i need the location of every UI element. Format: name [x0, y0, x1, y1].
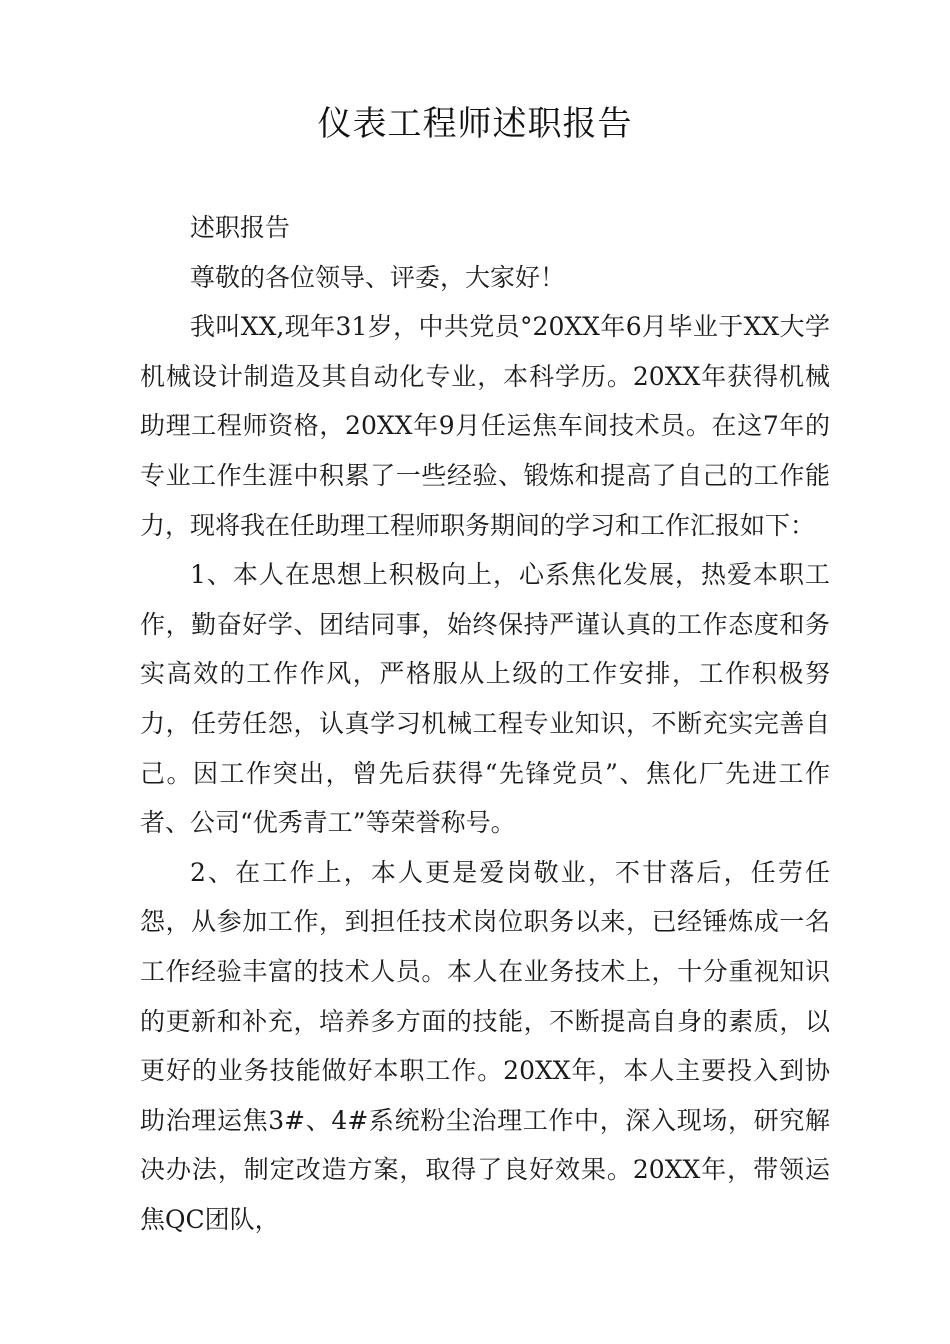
paragraph-introduction: 我叫XX,现年31岁，中共党员°20XX年6月毕业于XX大学机械设计制造及其自动化专业，本科学历。20XX年获得机械助理工程师资格，20XX年9月任运焦车间技术员。在这7年的专业工作生涯中积累了一些经验、锻炼和提高了自己的工作能力，现将我在任助理工程师职务期间的学习和工作汇报如下： [140, 312, 830, 540]
document-title: 仪表工程师述职报告 [317, 104, 633, 144]
paragraph-point-1: 1、本人在思想上积极向上，心系焦化发展，热爱本职工作，勤奋好学、团结同事，始终保持严谨认真的工作态度和务实高效的工作作风，严格服从上级的工作安排，工作积极努力，任劳任怨，认真学习机械工程专业知识，不断充实完善自己。因工作突出，曾先后获得“先锋党员”、焦化厂先进工作者、公司“优秀青工”等荣誉称号。 [140, 560, 830, 838]
paragraph-greeting: 尊敬的各位领导、评委，大家好！ [190, 262, 566, 292]
paragraph-point-2: 2、在工作上，本人更是爱岗敬业，不甘落后，任劳任怨，从参加工作，到担任技术岗位职务以来，已经锤炼成一名工作经验丰富的技术人员。本人在业务技术上，十分重视知识的更新和补充，培养多方面的技能，不断提高自身的素质，以更好的业务技能做好本职工作。20XX年，本人主要投入到协助治理运焦3#、4#系统粉尘治理工作中，深入现场，研究解决办法，制定改造方案，取得了良好效果。20XX年，带领运焦QC团队， [140, 857, 830, 1234]
paragraph-heading: 述职报告 [190, 213, 291, 242]
document-body [140, 203, 830, 1244]
